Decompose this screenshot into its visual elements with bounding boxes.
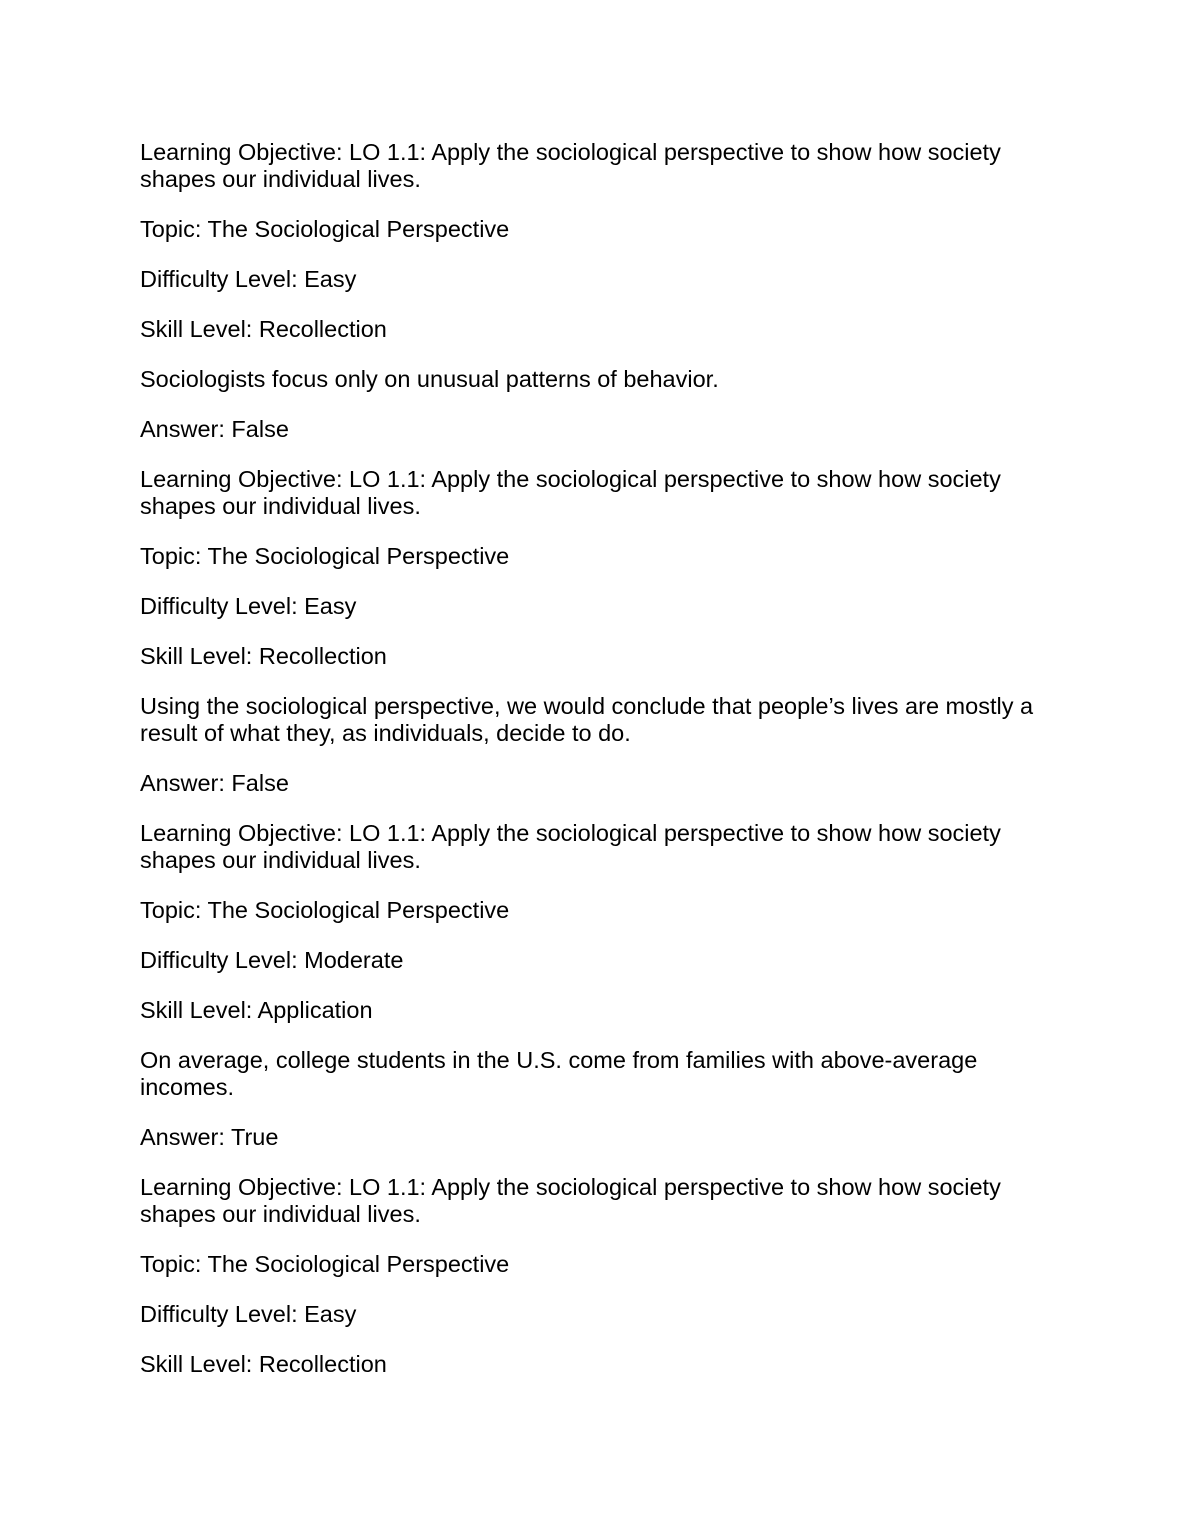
difficulty-level: Difficulty Level: Easy [140,266,357,292]
difficulty-level: Difficulty Level: Easy [140,593,357,619]
document-body [140,139,1040,1401]
learning-objective: Learning Objective: LO 1.1: Apply the sociological perspective to show how society shapes our individual lives. [140,466,1001,519]
question-text: Using the sociological perspective, we would conclude that people’s lives are mostly a result of what they, as individuals, decide to do. [140,693,1034,746]
answer: Answer: False [140,416,289,442]
topic: Topic: The Sociological Perspective [140,216,510,242]
difficulty-level: Difficulty Level: Easy [140,1301,357,1327]
skill-level: Skill Level: Application [140,997,373,1023]
topic: Topic: The Sociological Perspective [140,543,510,569]
answer: Answer: False [140,770,289,796]
learning-objective: Learning Objective: LO 1.1: Apply the sociological perspective to show how society shapes our individual lives. [140,820,1001,873]
question-text: Sociologists focus only on unusual patterns of behavior. [140,366,719,392]
skill-level: Skill Level: Recollection [140,316,387,342]
question-text: On average, college students in the U.S. come from families with above-average incomes. [140,1047,978,1100]
answer: Answer: True [140,1124,279,1150]
learning-objective: Learning Objective: LO 1.1: Apply the sociological perspective to show how society shapes our individual lives. [140,1174,1001,1227]
topic: Topic: The Sociological Perspective [140,1251,510,1277]
skill-level: Skill Level: Recollection [140,643,387,669]
topic: Topic: The Sociological Perspective [140,897,510,923]
difficulty-level: Difficulty Level: Moderate [140,947,404,973]
skill-level: Skill Level: Recollection [140,1351,387,1377]
learning-objective: Learning Objective: LO 1.1: Apply the sociological perspective to show how society shapes our individual lives. [140,139,1001,192]
